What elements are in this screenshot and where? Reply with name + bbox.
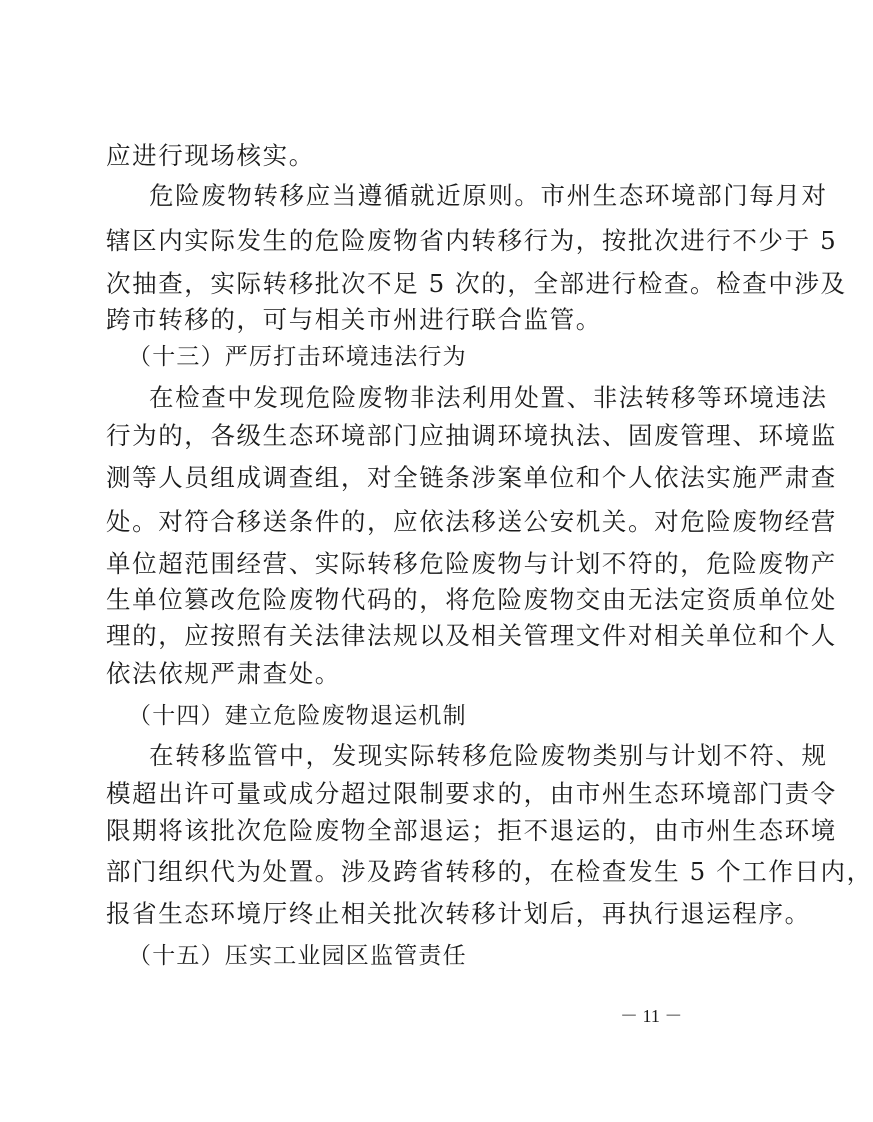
paragraph-line: 行为的，各级生态环境部门应抽调环境执法、固废管理、环境监 [106,421,837,450]
section-heading: （十四）建立危险废物退运机制 [128,703,467,729]
paragraph-line: 应进行现场核实。 [106,141,315,170]
paragraph-line: 模超出许可量或成分超过限制要求的，由市州生态环境部门责令 [106,779,837,808]
section-heading: （十三）严厉打击环境违法行为 [128,344,467,370]
paragraph-line: 次抽查，实际转移批次不足 5 次的，全部进行检查。检查中涉及 [106,269,847,298]
paragraph-line: 处。对符合移送条件的，应依法移送公安机关。对危险废物经营 [106,507,837,536]
paragraph-line: 辖区内实际发生的危险废物省内转移行为，按批次进行不少于 5 [106,226,838,255]
paragraph-line: 理的，应按照有关法律法规以及相关管理文件对相关单位和个人 [106,621,837,650]
paragraph-line: 危险废物转移应当遵循就近原则。市州生态环境部门每月对 [149,181,828,210]
page-number: － 11 － [620,1006,683,1026]
paragraph-line: 报省生态环境厅终止相关批次转移计划后，再执行退运程序。 [106,899,811,928]
section-heading: （十五）压实工业园区监管责任 [128,943,467,969]
paragraph-line: 在检查中发现危险废物非法利用处置、非法转移等环境违法 [149,383,828,412]
paragraph-line: 限期将该批次危险废物全部退运；拒不退运的，由市州生态环境 [106,816,837,845]
paragraph-line: 依法依规严肃查处。 [106,659,341,688]
paragraph-line: 单位超范围经营、实际转移危险废物与计划不符的，危险废物产 [106,549,837,578]
paragraph-line: 生单位篡改危险废物代码的，将危险废物交由无法定资质单位处 [106,585,837,614]
paragraph-line: 在转移监管中，发现实际转移危险废物类别与计划不符、规 [149,741,828,770]
paragraph-line: 部门组织代为处置。涉及跨省转移的，在检查发生 5 个工作日内， [106,857,873,886]
paragraph-line: 测等人员组成调查组，对全链条涉案单位和个人依法实施严肃查 [106,463,837,492]
paragraph-line: 跨市转移的，可与相关市州进行联合监管。 [106,305,602,334]
